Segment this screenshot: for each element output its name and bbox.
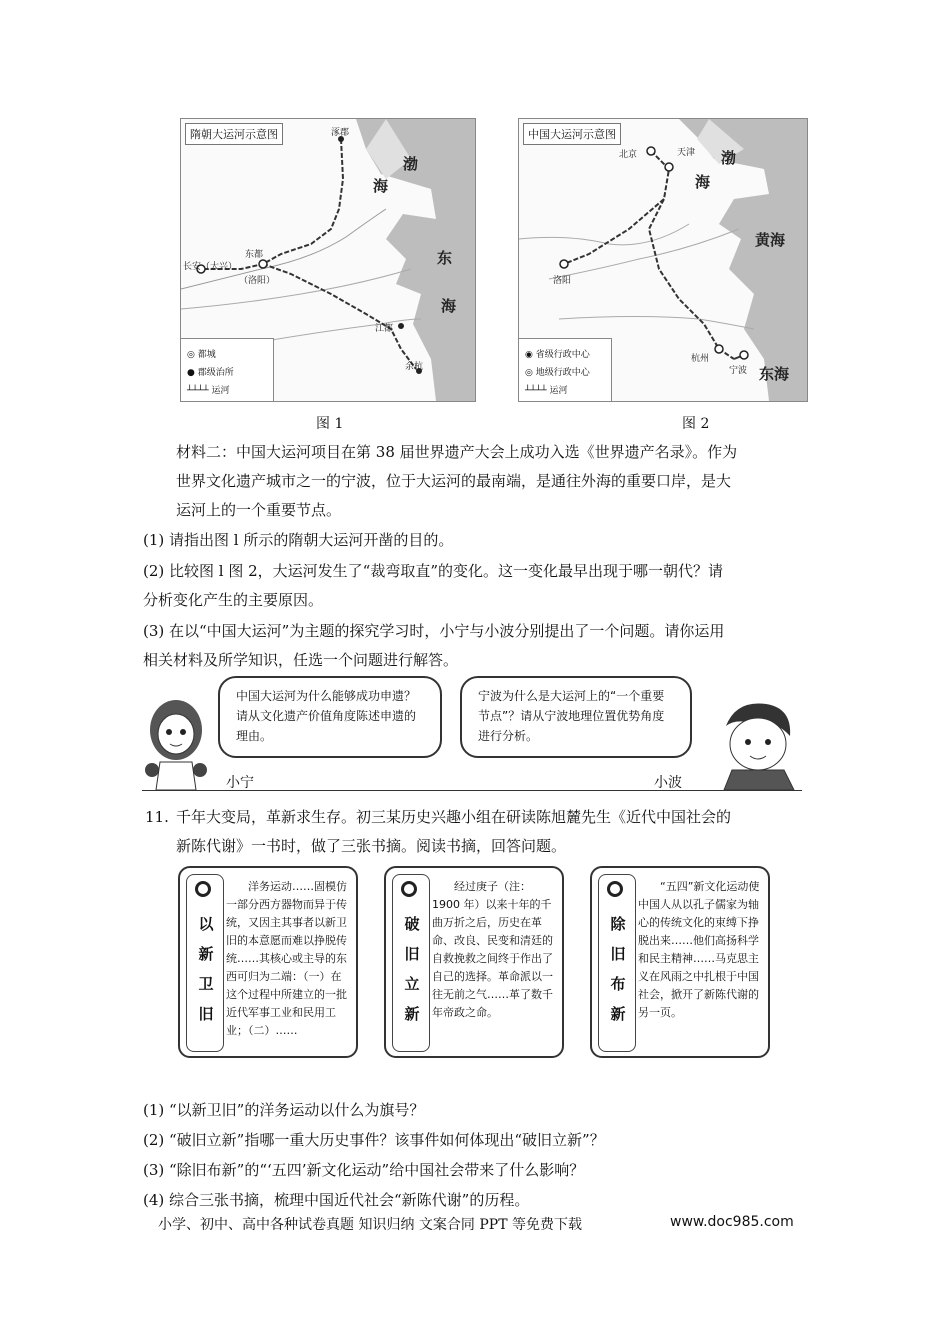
- xiaoning-name: 小宁: [226, 775, 254, 791]
- label-ningbo: 宁波: [729, 366, 748, 376]
- card1-side-panel: [186, 874, 224, 1052]
- label-luoyang: （洛阳）: [239, 276, 276, 286]
- label-yuhang: 余杭: [405, 362, 424, 372]
- sea-huanghai: 黄海: [755, 231, 786, 249]
- girl-xiaoning-illustration: [142, 690, 212, 790]
- figure1-caption: 图 1: [316, 416, 344, 432]
- card3-side-panel: [598, 874, 636, 1052]
- q10-part2b: 分析变化产生的主要原因。: [143, 591, 324, 609]
- sea-dong: 东: [437, 249, 453, 267]
- xiaoning-question-bubble: 中国大运河为什么能够成功申遗？请从文化遗产价值角度陈述申遗的理由。: [218, 676, 442, 758]
- q11-intro-a: 千年大变局，革新求生存。初三某历史兴趣小组在研读陈旭麓先生《近代中国社会的: [176, 808, 732, 826]
- sea-bo: 渤: [403, 155, 419, 173]
- binder-ring-icon: [607, 881, 623, 897]
- label-zhuojun: 涿郡: [331, 128, 350, 138]
- card2-text: 经过庚子（注：1900 年）以来十年的千曲万折之后，历史在革命、改良、民变和清廷的自救挽救之间终于作出了自己的选择。革命派以一往无前之气……革了数千年帝政之命。: [432, 880, 553, 1019]
- prefecture-icon: ●: [187, 368, 198, 378]
- capital-icon: ◎: [187, 350, 198, 360]
- map-sui-canal: [180, 118, 476, 402]
- card2-side-title: 破旧立新: [404, 915, 420, 1023]
- map1-legend-0: 都城: [197, 350, 216, 360]
- binder-ring-icon: [195, 881, 211, 897]
- sea-donghai: 东海: [759, 365, 790, 383]
- q10-part2a: (2) 比较图 l 图 2，大运河发生了“裁弯取直”的变化。这一变化最早出现于哪一朝代？请: [143, 562, 724, 580]
- card1-text: 洋务运动……固模仿一部分西方器物而异于传统，又因主其事者以新卫旧的本意愿而难以挣脱传统……其核心或主导的东西可归为二端：（一）在这个过程中所建立的一批近代军事工业和民用工业；（二）……: [226, 880, 347, 1037]
- canal-icon-2: ┴┴┴┴: [525, 386, 550, 396]
- canal-icon: ┴┴┴┴: [187, 386, 212, 396]
- map2-title: 中国大运河示意图: [523, 123, 621, 145]
- label-luoyang2: 洛阳: [553, 276, 572, 286]
- q10-part3a: (3) 在以“中国大运河”为主题的探究学习时，小宁与小波分别提出了一个问题。请你运用: [143, 622, 725, 640]
- material2-line1: 材料二：中国大运河项目在第 38 届世界遗产大会上成功入选《世界遗产名录》。作为: [176, 443, 738, 461]
- map2-legend-2: 运河: [549, 386, 568, 396]
- footer-url[interactable]: www.doc985.com: [670, 1214, 794, 1230]
- dialog-baseline: [142, 790, 802, 791]
- map1-legend: [181, 338, 274, 401]
- footer-text: 小学、初中、高中各种试卷真题 知识归纳 文案合同 PPT 等免费下载: [158, 1217, 582, 1233]
- map2-legend: [519, 338, 612, 401]
- binder-ring-icon: [401, 881, 417, 897]
- material2-line2: 世界文化遗产城市之一的宁波，位于大运河的最南端，是通往外海的重要口岸，是大: [176, 472, 732, 490]
- xiaobo-name: 小波: [654, 775, 682, 791]
- q11-part3: (3) “除旧布新”的“‘五四’新文化运动”给中国社会带来了什么影响？: [143, 1161, 585, 1179]
- map-china-canal: [518, 118, 808, 402]
- card3-text: “五四”新文化运动使中国人从以孔子儒家为轴心的传统文化的束缚下挣脱出来……他们高扬科学和民主精神……马克思主义在风雨之中扎根于中国社会，掀开了新陈代谢的另一页。: [638, 880, 760, 1019]
- label-beijing: 北京: [619, 150, 638, 160]
- q11-intro-b: 新陈代谢》一书时，做了三张书摘。阅读书摘，回答问题。: [176, 837, 567, 855]
- sea-hai1: 海: [373, 177, 389, 195]
- label-changan: 长安（大兴）: [183, 262, 238, 272]
- figure2-caption: 图 2: [682, 416, 710, 432]
- q10-part1: (1) 请指出图 l 所示的隋朝大运河开凿的目的。: [143, 531, 454, 549]
- label-hangzhou: 杭州: [691, 354, 710, 364]
- q10-part3b: 相关材料及所学知识，任选一个问题进行解答。: [143, 651, 459, 669]
- map2-legend-1: 地级行政中心: [535, 368, 590, 378]
- excerpt-card-1: [178, 866, 358, 1058]
- q11-part2: (2) “破旧立新”指哪一重大历史事件？该事件如何体现出“破旧立新”？: [143, 1131, 605, 1149]
- map2-legend-0: 省级行政中心: [535, 350, 590, 360]
- card1-side-title: 以新卫旧: [198, 915, 214, 1023]
- label-tianjin: 天津: [677, 148, 696, 158]
- boy-xiaobo-illustration: [706, 696, 802, 790]
- card2-side-panel: [392, 874, 430, 1052]
- q11-part1: (1) “以新卫旧”的洋务运动以什么为旗号？: [143, 1101, 425, 1119]
- excerpt-card-3: [590, 866, 770, 1058]
- label-jiangdu: 江都: [375, 324, 394, 334]
- material2-line3: 运河上的一个重要节点。: [176, 501, 342, 519]
- q11-part4: (4) 综合三张书摘，梳理中国近代社会“新陈代谢”的历程。: [143, 1191, 530, 1209]
- sea2-hai: 海: [695, 173, 711, 191]
- excerpt-card-2: [384, 866, 564, 1058]
- card3-side-title: 除旧布新: [610, 915, 626, 1023]
- map1-legend-2: 运河: [211, 386, 230, 396]
- q11-number: 11.: [145, 808, 169, 826]
- xiaobo-question-bubble: 宁波为什么是大运河上的“一个重要节点”？请从宁波地理位置优势角度进行分析。: [460, 676, 692, 758]
- label-dongdu: 东都: [245, 250, 264, 260]
- map1-legend-1: 郡级治所: [197, 368, 234, 378]
- city-center-icon: ◎: [525, 368, 536, 378]
- sea2-bo: 渤: [721, 149, 737, 167]
- provincial-center-icon: ◉: [525, 350, 536, 360]
- map1-title: 隋朝大运河示意图: [185, 123, 283, 145]
- sea-hai2: 海: [441, 297, 457, 315]
